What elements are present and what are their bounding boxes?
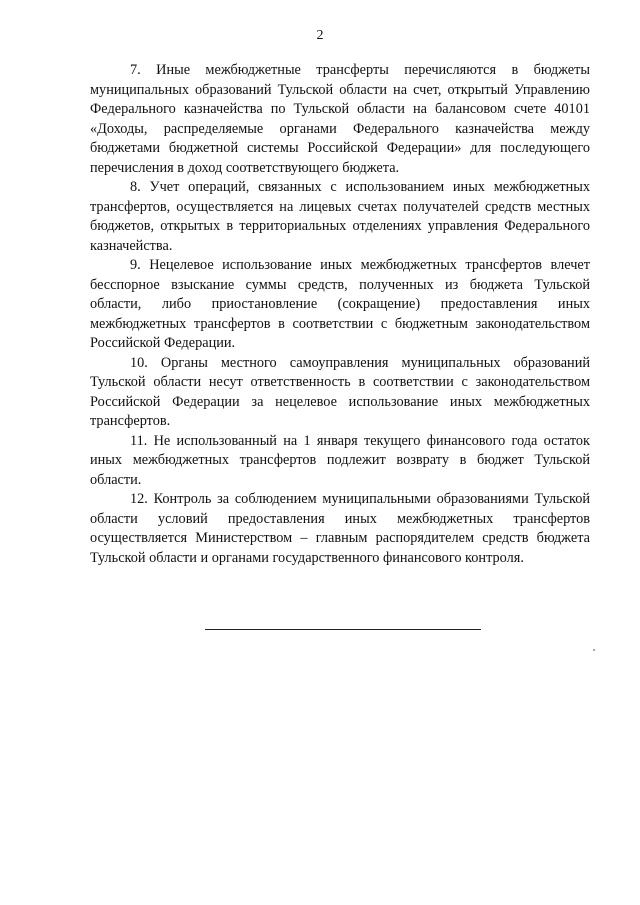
- paragraph-12: 12. Контроль за соблюдением муниципальными образованиями Тульской области условий предоставления иных межбюджетных трансфертов осуществляется Министерством – главным распорядителем средств бюджета Тульской области и органами государственного финансового контроля.: [90, 491, 590, 566]
- document-body: [90, 61, 590, 568]
- paragraph-9: 9. Нецелевое использование иных межбюджетных трансфертов влечет бесспорное взыскание суммы средств, полученных из бюджета Тульской области, либо приостановление (сокращение) предоставления иных межбюджетных трансфертов в соответствии с бюджетным законодательством Российской Федерации.: [90, 257, 590, 351]
- paragraph-10: 10. Органы местного самоуправления муниципальных образований Тульской области несут ответственность в соответствии с законодательством Российской Федерации за нецелевое использование иных межбюджетных трансфертов.: [90, 354, 590, 429]
- paragraph-7: 7. Иные межбюджетные трансферты перечисляются в бюджеты муниципальных образований Тульской области на счет, открытый Управлению Федерального казначейства по Тульской области на балансовом счете 40101 «Доходы, распределяемые органами Федерального казначейства между бюджетами бюджетной системы Российской Федерации» для последующего перечисления в доход соответствующего бюджета.: [90, 62, 590, 176]
- page-number: 2: [316, 28, 324, 43]
- end-of-text-separator: [205, 629, 481, 630]
- paragraph-11: 11. Не использованный на 1 января текущего финансового года остаток иных межбюджетных трансфертов подлежит возврату в бюджет Тульской области.: [90, 432, 590, 488]
- paragraph-8: 8. Учет операций, связанных с использованием иных межбюджетных трансфертов, осуществляется на лицевых счетах получателей средств местных бюджетов, открытых в территориальных отделениях управления Федерального казначейства.: [90, 179, 590, 254]
- scan-speck: [593, 649, 595, 651]
